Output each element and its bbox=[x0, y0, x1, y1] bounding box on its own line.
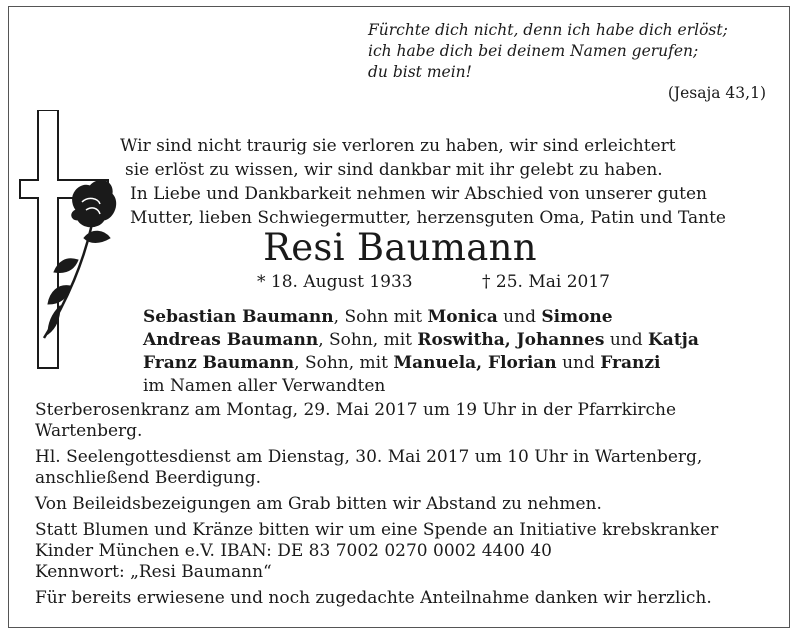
family-member-name: Andreas Baumann bbox=[143, 330, 319, 350]
info-line: anschließend Beerdigung. bbox=[35, 468, 261, 488]
info-line: Kennwort: „Resi Baumann“ bbox=[35, 562, 272, 582]
family-member-name: Franzi bbox=[600, 353, 661, 373]
info-line: Für bereits erwiesene und noch zugedachte Anteilnahme danken wir herzlich. bbox=[35, 588, 712, 608]
intro-line: Wir sind nicht traurig sie verloren zu haben, wir sind erleichtert bbox=[120, 136, 676, 156]
service-information bbox=[35, 400, 775, 614]
family-relation-text: und bbox=[556, 353, 601, 373]
family-relation-text: und bbox=[497, 307, 542, 327]
family-relation-text: , Sohn, mit bbox=[318, 330, 418, 350]
family-member-name: Katja bbox=[648, 330, 699, 350]
family-member-name: Roswitha, Johannes bbox=[417, 330, 605, 350]
family-row bbox=[143, 375, 783, 398]
bible-verse bbox=[368, 20, 768, 83]
family-member-name: Manuela, Florian bbox=[393, 353, 557, 373]
verse-reference: (Jesaja 43,1) bbox=[667, 84, 766, 102]
info-paragraph bbox=[35, 400, 775, 442]
info-line: Sterberosenkranz am Montag, 29. Mai 2017 um 19 Uhr in der Pfarrkirche bbox=[35, 400, 677, 420]
intro-line: Mutter, lieben Schwiegermutter, herzensguten Oma, Patin und Tante bbox=[130, 208, 726, 228]
family-member-name: Franz Baumann bbox=[143, 353, 295, 373]
family-relation-text: und bbox=[604, 330, 649, 350]
family-list bbox=[143, 306, 783, 398]
info-paragraph bbox=[35, 447, 775, 489]
info-line: Kinder München e.V. IBAN: DE 83 7002 0270 0002 4400 40 bbox=[35, 541, 552, 561]
family-member-name: Simone bbox=[541, 307, 613, 327]
info-line: Statt Blumen und Kränze bitten wir um eine Spende an Initiative krebskranker bbox=[35, 520, 719, 540]
deceased-name: Resi Baumann bbox=[263, 226, 537, 269]
verse-line: du bist mein! bbox=[368, 63, 472, 81]
info-line: Hl. Seelengottesdienst am Dienstag, 30. Mai 2017 um 10 Uhr in Wartenberg, bbox=[35, 447, 703, 467]
family-row bbox=[143, 306, 783, 329]
family-relation-text: , Sohn mit bbox=[333, 307, 428, 327]
info-paragraph bbox=[35, 494, 775, 515]
info-paragraph bbox=[35, 520, 775, 583]
intro-text bbox=[120, 134, 780, 230]
intro-line: In Liebe und Dankbarkeit nehmen wir Abschied von unserer guten bbox=[130, 184, 707, 204]
family-row bbox=[143, 352, 783, 375]
info-line: Wartenberg. bbox=[35, 421, 143, 441]
family-member-name: Sebastian Baumann bbox=[143, 307, 334, 327]
info-paragraph bbox=[35, 588, 775, 609]
verse-line: Fürchte dich nicht, denn ich habe dich erlöst; bbox=[368, 21, 728, 39]
family-relation-text: , Sohn, mit bbox=[294, 353, 394, 373]
family-row bbox=[143, 329, 783, 352]
family-member-name: Monica bbox=[427, 307, 498, 327]
info-line: Von Beileidsbezeigungen am Grab bitten wir Abstand zu nehmen. bbox=[35, 494, 602, 514]
death-date: † 25. Mai 2017 bbox=[482, 272, 610, 292]
birth-date: * 18. August 1933 bbox=[257, 272, 413, 292]
intro-line: sie erlöst zu wissen, wir sind dankbar mit ihr gelebt zu haben. bbox=[125, 160, 663, 180]
family-relation-text: im Namen aller Verwandten bbox=[143, 376, 386, 396]
verse-line: ich habe dich bei deinem Namen gerufen; bbox=[368, 42, 699, 60]
